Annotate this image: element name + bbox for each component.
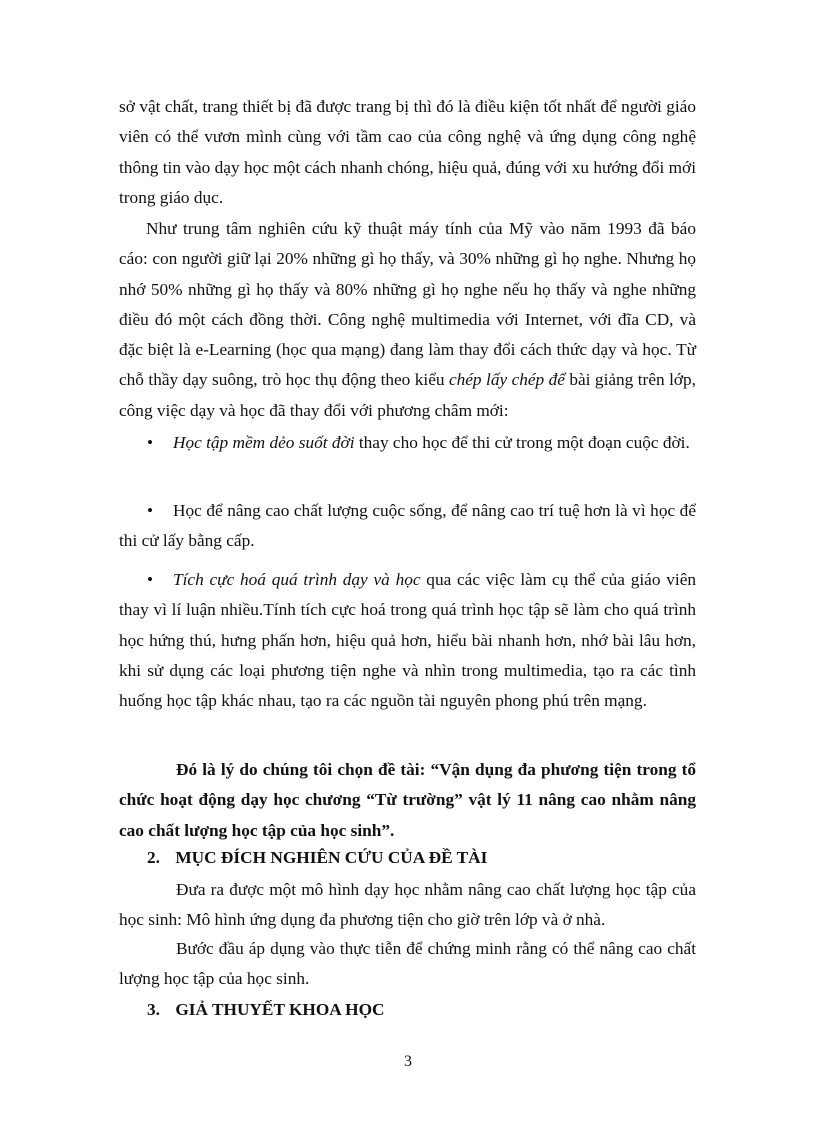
bullet-text: qua các việc làm cụ thể của giáo viên thay vì lí luận nhiều.Tính tích cực hoá trong quá trình học tập sẽ làm cho quá trình học hứng thú, hưng phấn hơn, hiệu quả hơn, hiểu bài nhanh hơn, nhớ bài lâu hơn, khi sử dụng các loại phương tiện nghe và nhìn trong multimedia, tạo ra các tình huống học tập khác nhau, tạo ra các nguồn tài nguyên phong phú trên mạng.	[119, 570, 696, 711]
paragraph-facilities: sở vật chất, trang thiết bị đã được trang bị thì đó là điều kiện tốt nhất để người giáo viên có thể vươn mình cùng với tầm cao của công nghệ và ứng dụng công nghệ thông tin vào dạy học một cách nhanh chóng, hiệu quả, đúng với xu hướng đổi mới trong giáo dục.	[119, 97, 696, 207]
bullet-icon: •	[147, 501, 154, 520]
section-number: 2.	[147, 848, 160, 867]
section-heading-purpose	[147, 843, 707, 873]
bullet-icon: •	[147, 433, 154, 452]
bullet-text: Học để nâng cao chất lượng cuộc sống, để nâng cao trí tuệ hơn là vì học để thi cử lấy bằng cấp.	[119, 501, 696, 551]
bullet-italic-lifelong: Học tập mềm dẻo suốt đời	[173, 433, 355, 452]
paragraph-purpose-apply: Bước đầu áp dụng vào thực tiễn để chứng minh rằng có thể nâng cao chất lượng học tập của học sinh.	[119, 939, 696, 989]
section-number: 3.	[147, 1000, 160, 1019]
italic-phrase-copy: chép lấy chép để	[448, 370, 565, 390]
bullet-text: thay cho học để thi cử trong một đoạn cuộc đời.	[354, 433, 690, 452]
bullet-item-quality-of-life	[119, 496, 696, 557]
bullet-item-flexible-learning	[119, 428, 696, 458]
section-title: GIẢ THUYẾT KHOA HỌC	[175, 1000, 385, 1019]
paragraph-purpose-model: Đưa ra được một mô hình dạy học nhằm nâng cao chất lượng học tập của học sinh: Mô hình ứng dụng đa phương tiện cho giờ trên lớp và ở nhà.	[119, 880, 696, 930]
paragraph-research-center	[119, 214, 696, 426]
page-number: 3	[404, 1053, 412, 1070]
bullet-icon: •	[147, 570, 154, 589]
section-title: MỤC ĐÍCH NGHIÊN CỨU CỦA ĐỀ TÀI	[175, 848, 488, 867]
section-heading-hypothesis	[147, 995, 707, 1025]
paragraph-topic-reason: Đó là lý do chúng tôi chọn đề tài: “Vận dụng đa phương tiện trong tổ chức hoạt động dạy học chương “Từ trường” vật lý 11 nâng cao nhằm nâng cao chất lượng học tập của học sinh”.	[119, 760, 696, 840]
paragraph-research-center-start: Như trung tâm nghiên cứu kỹ thuật máy tính của Mỹ vào năm 1993 đã báo cáo: con người giữ lại 20% những gì họ thấy, và 30% những gì họ nghe. Nhưng họ nhớ 50% những gì họ thấy và 80% những gì họ nghe nếu họ thấy và nghe những điều đó một cách đồng thời. Công nghệ multimedia với Internet, với đĩa CD, và đặc biệt là e-Learning (học qua mạng) đang làm thay đổi cách thức dạy và học. Từ chỗ thầy dạy suông, trò học thụ động theo kiểu	[119, 219, 696, 390]
bullet-item-active-learning	[119, 565, 696, 716]
bullet-italic-active: Tích cực hoá quá trình dạy và học	[173, 570, 421, 589]
paragraph-research-center-end: bài giảng trên lớp, công việc dạy và học đã thay đổi với phương châm mới:	[119, 370, 696, 420]
